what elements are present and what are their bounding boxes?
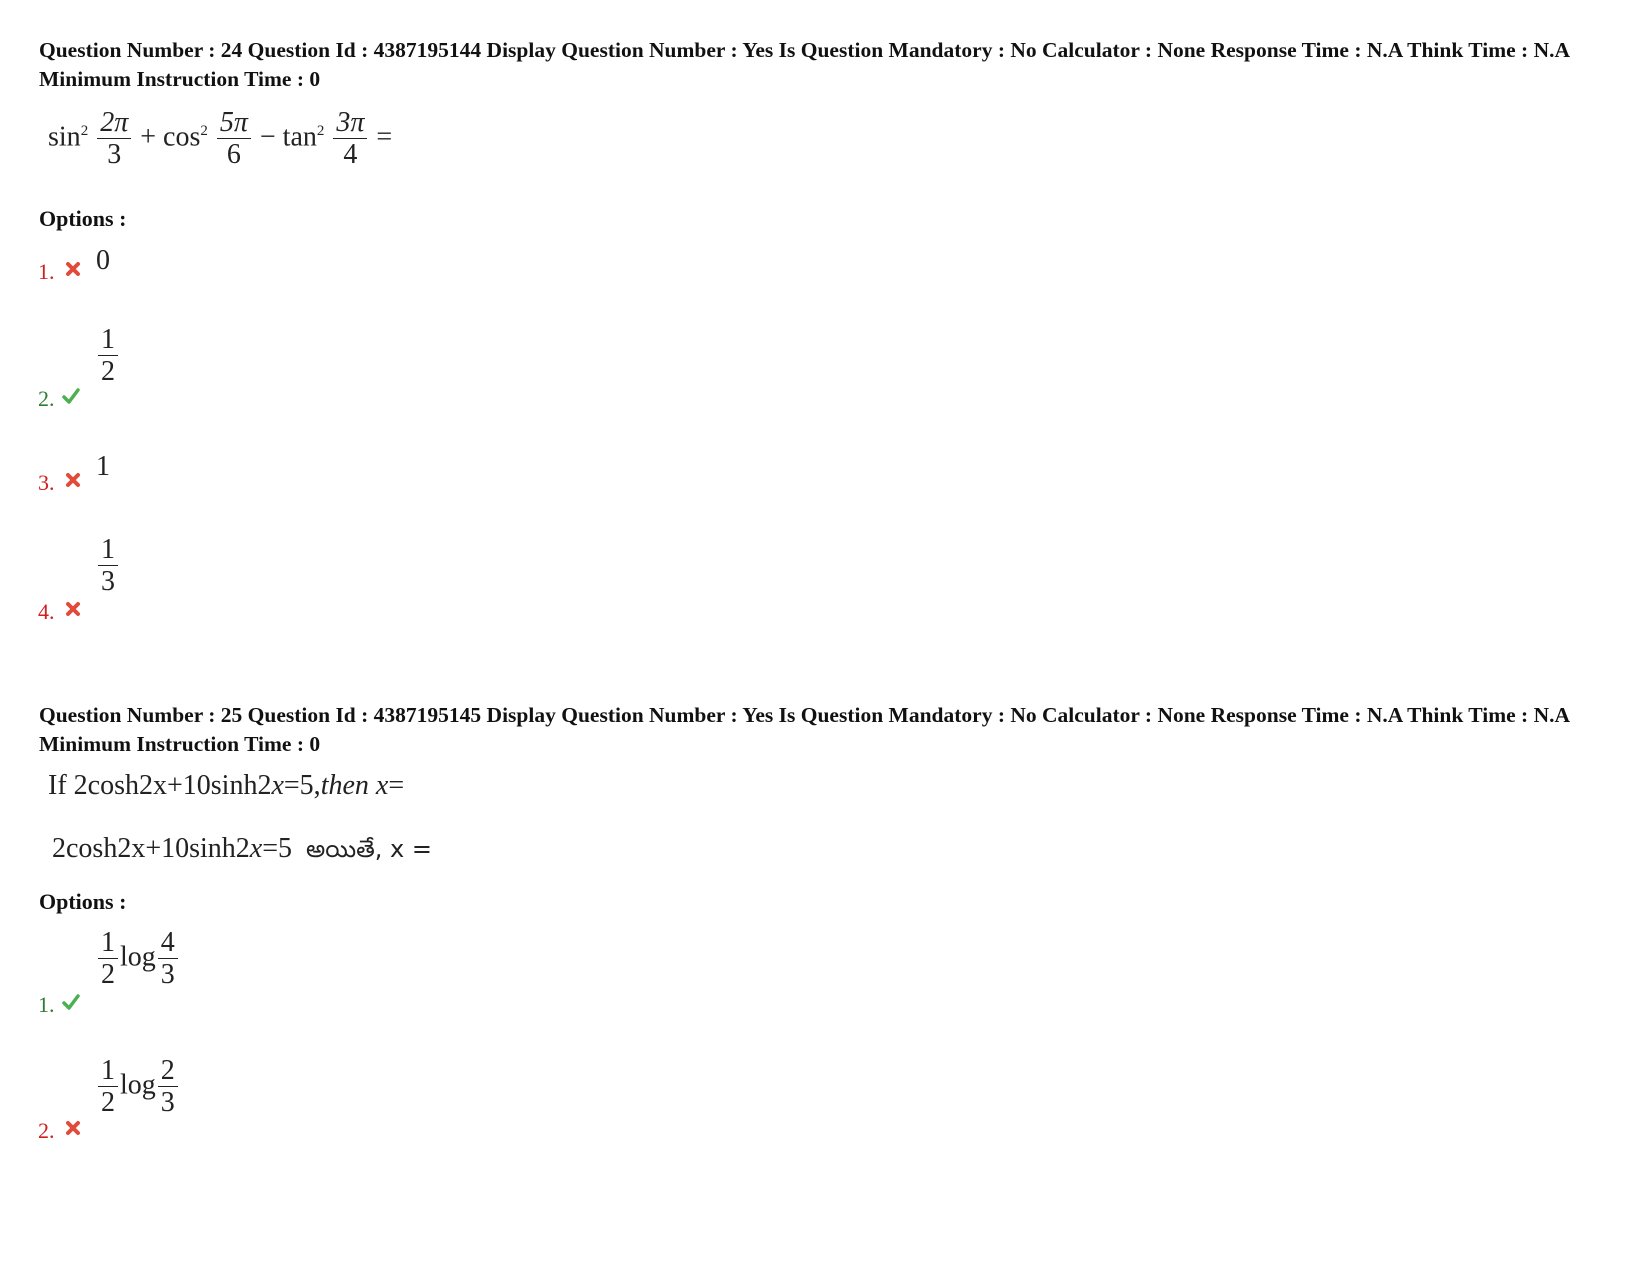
cross-icon [64, 600, 82, 618]
numerator: 1 [98, 325, 118, 356]
options-label: Options : [39, 206, 127, 231]
option-fraction [96, 325, 120, 387]
exponent: 2 [316, 122, 325, 139]
numerator: 1 [98, 535, 118, 566]
minus-sign: − [259, 121, 276, 153]
option-value: 0 [96, 245, 110, 276]
equals-sign: = [376, 121, 393, 153]
cos-function: cos [163, 121, 201, 153]
cross-icon [64, 471, 82, 489]
option-fraction [96, 535, 120, 597]
fraction-3pi-4: $\frac{3\pi}{4}$ [333, 108, 367, 170]
check-icon [62, 993, 80, 1011]
exponent: 2 [200, 122, 208, 139]
cross-icon [64, 260, 82, 278]
question-25-english: If 2cosh2x+10sinh2x=5,then x= [48, 770, 405, 801]
option-number: 4. [38, 599, 55, 624]
exponent: 2 [80, 122, 89, 139]
options-label: Options : [39, 889, 127, 914]
denominator: 2 [101, 356, 115, 388]
option-number: 2. [38, 1118, 55, 1143]
check-icon [62, 387, 80, 405]
option-log-expression: $\frac{1}{2}$ log $\frac{4}{3}$ [96, 928, 180, 990]
question-25-header: Question Number : 25 Question Id : 4387195145 Display Question Number : Yes Is Question Mandatory : No Calculator : None Response Time : N.A Think Time : N.A Minimum Instruction Time : 0 [39, 703, 1569, 756]
fraction-2pi-3: $\frac{2\pi}{3}$ [97, 108, 131, 170]
option-number: 3. [38, 470, 55, 495]
option-number: 1. [38, 259, 55, 284]
question-24-expression [48, 108, 392, 170]
tan-function: tan [282, 121, 317, 153]
option-log-expression: $\frac{1}{2}$ log $\frac{2}{3}$ [96, 1056, 180, 1118]
plus-sign: + [140, 121, 157, 153]
option-number: 2. [38, 386, 55, 411]
sin-function: sin [48, 121, 81, 153]
cross-icon [64, 1119, 82, 1137]
question-24-header: Question Number : 24 Question Id : 4387195144 Display Question Number : Yes Is Question Mandatory : No Calculator : None Response Time : N.A Think Time : N.A Minimum Instruction Time : 0 [39, 38, 1569, 91]
option-value: 1 [96, 451, 110, 482]
option-number: 1. [38, 992, 55, 1017]
denominator: 3 [101, 566, 115, 598]
question-25-telugu: 2cosh2x+10sinh2x=5 అయితే, x = [52, 833, 432, 864]
fraction-5pi-6: $\frac{5\pi}{6}$ [217, 108, 251, 170]
